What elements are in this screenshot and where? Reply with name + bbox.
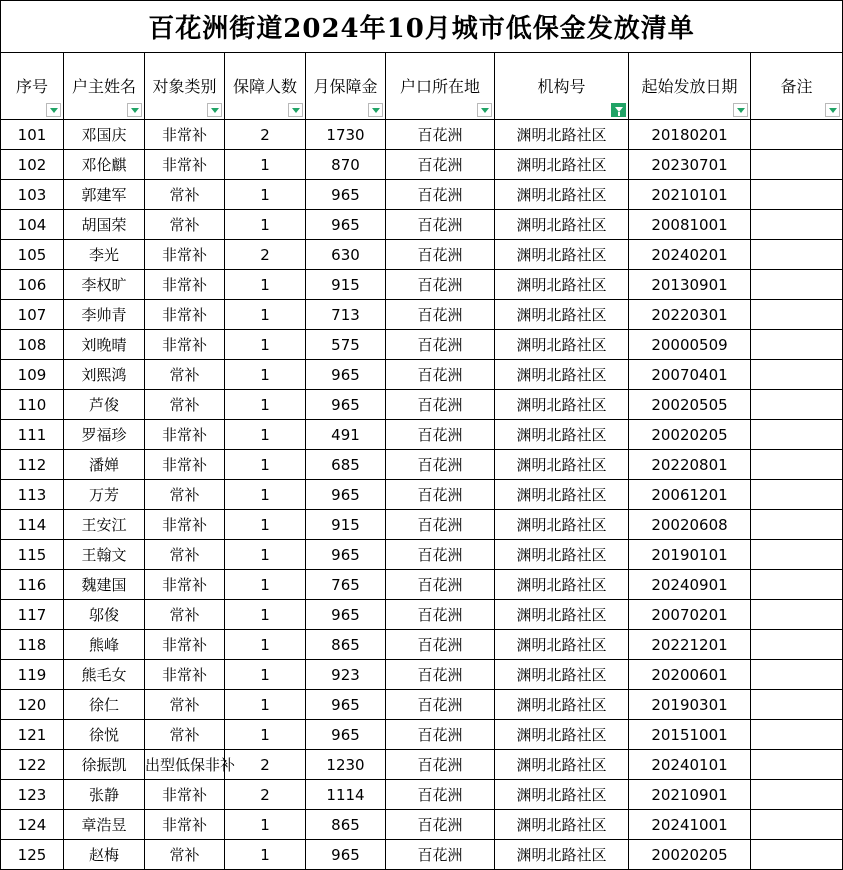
cell-name[interactable]: 潘婵 [64, 450, 145, 480]
cell-category[interactable]: 非常补 [145, 510, 225, 540]
chevron-down-icon [372, 108, 380, 113]
filter-dropdown-icon[interactable] [288, 103, 303, 117]
cell-start-date[interactable]: 20020205 [629, 840, 751, 870]
cell-remarks[interactable] [751, 690, 843, 720]
cell-location[interactable]: 百花洲 [386, 300, 495, 330]
cell-institution[interactable]: 渊明北路社区 [495, 780, 629, 810]
cell-category[interactable]: 常补 [145, 480, 225, 510]
cell-persons[interactable]: 1 [225, 330, 306, 360]
cell-persons[interactable]: 1 [225, 300, 306, 330]
cell-remarks[interactable] [751, 120, 843, 150]
table-row [1, 300, 843, 330]
cell-seq[interactable]: 122 [1, 750, 64, 780]
cell-amount[interactable]: 965 [306, 840, 386, 870]
cell-seq[interactable]: 123 [1, 780, 64, 810]
cell-institution[interactable]: 渊明北路社区 [495, 240, 629, 270]
cell-category[interactable]: 非常补 [145, 420, 225, 450]
chevron-down-icon [481, 108, 489, 113]
table-row [1, 270, 843, 300]
cell-amount[interactable]: 865 [306, 810, 386, 840]
cell-seq[interactable]: 117 [1, 600, 64, 630]
cell-name[interactable]: 万芳 [64, 480, 145, 510]
header-label: 户口所在地 [399, 76, 480, 96]
filter-active-icon[interactable] [611, 103, 626, 117]
cell-remarks[interactable] [751, 150, 843, 180]
filter-dropdown-icon[interactable] [825, 103, 840, 117]
cell-institution[interactable]: 渊明北路社区 [495, 630, 629, 660]
cell-category[interactable]: 非常补 [145, 450, 225, 480]
cell-category[interactable]: 非常补 [145, 240, 225, 270]
cell-name[interactable]: 邓伦麒 [64, 150, 145, 180]
table-row [1, 720, 843, 750]
cell-start-date[interactable]: 20020505 [629, 390, 751, 420]
cell-start-date[interactable]: 20240901 [629, 570, 751, 600]
cell-start-date[interactable]: 20190301 [629, 690, 751, 720]
table-row [1, 690, 843, 720]
cell-amount[interactable]: 870 [306, 150, 386, 180]
filter-dropdown-icon[interactable] [733, 103, 748, 117]
cell-category[interactable]: 常补 [145, 540, 225, 570]
cell-location[interactable]: 百花洲 [386, 750, 495, 780]
header-label: 机构号 [537, 76, 586, 96]
cell-category[interactable]: 常补 [145, 360, 225, 390]
cell-category[interactable]: 常补 [145, 720, 225, 750]
cell-name[interactable]: 罗福珍 [64, 420, 145, 450]
cell-seq[interactable]: 109 [1, 360, 64, 390]
cell-start-date[interactable]: 20210101 [629, 180, 751, 210]
cell-location[interactable]: 百花洲 [386, 510, 495, 540]
title-row [1, 1, 843, 53]
cell-location[interactable]: 百花洲 [386, 780, 495, 810]
cell-category[interactable]: 非常补 [145, 630, 225, 660]
cell-start-date[interactable]: 20220301 [629, 300, 751, 330]
header-label: 户主姓名 [71, 76, 136, 96]
cell-amount[interactable]: 915 [306, 510, 386, 540]
cell-seq[interactable]: 116 [1, 570, 64, 600]
header-label: 序号 [15, 76, 48, 96]
cell-persons[interactable]: 2 [225, 780, 306, 810]
cell-category[interactable]: 非常补 [145, 300, 225, 330]
table-row [1, 120, 843, 150]
cell-start-date[interactable]: 20241001 [629, 810, 751, 840]
cell-institution[interactable]: 渊明北路社区 [495, 540, 629, 570]
cell-seq[interactable]: 120 [1, 690, 64, 720]
cell-amount[interactable]: 965 [306, 540, 386, 570]
cell-name[interactable]: 熊毛女 [64, 660, 145, 690]
cell-institution[interactable]: 渊明北路社区 [495, 510, 629, 540]
cell-institution[interactable]: 渊明北路社区 [495, 300, 629, 330]
filter-dropdown-icon[interactable] [46, 103, 61, 117]
cell-remarks[interactable] [751, 360, 843, 390]
cell-amount[interactable]: 965 [306, 690, 386, 720]
cell-institution[interactable]: 渊明北路社区 [495, 810, 629, 840]
cell-category[interactable]: 非常补 [145, 120, 225, 150]
cell-institution[interactable]: 渊明北路社区 [495, 660, 629, 690]
cell-name[interactable]: 王翰文 [64, 540, 145, 570]
cell-location[interactable]: 百花洲 [386, 270, 495, 300]
cell-start-date[interactable]: 20240201 [629, 240, 751, 270]
cell-remarks[interactable] [751, 240, 843, 270]
cell-remarks[interactable] [751, 300, 843, 330]
cell-remarks[interactable] [751, 540, 843, 570]
table-row [1, 240, 843, 270]
cell-seq[interactable]: 111 [1, 420, 64, 450]
cell-location[interactable]: 百花洲 [386, 600, 495, 630]
cell-category[interactable]: 非常补 [145, 780, 225, 810]
cell-category[interactable]: 非常补 [145, 330, 225, 360]
cell-start-date[interactable]: 20210901 [629, 780, 751, 810]
table-row [1, 510, 843, 540]
cell-start-date[interactable]: 20151001 [629, 720, 751, 750]
cell-seq[interactable]: 124 [1, 810, 64, 840]
cell-seq[interactable]: 106 [1, 270, 64, 300]
cell-persons[interactable]: 1 [225, 360, 306, 390]
cell-remarks[interactable] [751, 840, 843, 870]
cell-location[interactable]: 百花洲 [386, 240, 495, 270]
filter-dropdown-icon[interactable] [127, 103, 142, 117]
table-row [1, 780, 843, 810]
table-row [1, 420, 843, 450]
cell-category[interactable]: 常补 [145, 390, 225, 420]
table-row [1, 600, 843, 630]
cell-persons[interactable]: 2 [225, 120, 306, 150]
header-row [1, 53, 843, 120]
cell-remarks[interactable] [751, 420, 843, 450]
chevron-down-icon [131, 108, 139, 113]
chevron-down-icon [737, 108, 745, 113]
cell-institution[interactable]: 渊明北路社区 [495, 360, 629, 390]
cell-institution[interactable]: 渊明北路社区 [495, 450, 629, 480]
cell-name[interactable]: 徐振凯 [64, 750, 145, 780]
table-row [1, 750, 843, 780]
cell-seq[interactable]: 113 [1, 480, 64, 510]
cell-remarks[interactable] [751, 720, 843, 750]
cell-seq[interactable]: 118 [1, 630, 64, 660]
cell-start-date[interactable]: 20180201 [629, 120, 751, 150]
cell-location[interactable]: 百花洲 [386, 450, 495, 480]
cell-persons[interactable]: 1 [225, 210, 306, 240]
cell-location[interactable]: 百花洲 [386, 630, 495, 660]
chevron-down-icon [829, 108, 837, 113]
cell-category[interactable]: 常补 [145, 210, 225, 240]
cell-institution[interactable]: 渊明北路社区 [495, 720, 629, 750]
table-row [1, 480, 843, 510]
cell-remarks[interactable] [751, 600, 843, 630]
cell-amount[interactable]: 965 [306, 480, 386, 510]
cell-remarks[interactable] [751, 210, 843, 240]
cell-remarks[interactable] [751, 450, 843, 480]
cell-remarks[interactable] [751, 810, 843, 840]
table-row [1, 570, 843, 600]
cell-institution[interactable]: 渊明北路社区 [495, 120, 629, 150]
cell-institution[interactable]: 渊明北路社区 [495, 270, 629, 300]
cell-start-date[interactable]: 20130901 [629, 270, 751, 300]
cell-location[interactable]: 百花洲 [386, 480, 495, 510]
cell-persons[interactable]: 2 [225, 750, 306, 780]
cell-category[interactable]: 常补 [145, 180, 225, 210]
header-label: 对象类别 [152, 76, 217, 96]
cell-persons[interactable]: 1 [225, 690, 306, 720]
cell-start-date[interactable]: 20200601 [629, 660, 751, 690]
cell-persons[interactable]: 1 [225, 660, 306, 690]
cell-persons[interactable]: 1 [225, 840, 306, 870]
cell-seq[interactable]: 105 [1, 240, 64, 270]
cell-category[interactable]: 非常补 [145, 150, 225, 180]
table-row [1, 810, 843, 840]
table-row [1, 540, 843, 570]
table-row [1, 180, 843, 210]
table-row [1, 210, 843, 240]
header-label: 保障人数 [232, 76, 297, 96]
table-row [1, 660, 843, 690]
cell-location[interactable]: 百花洲 [386, 150, 495, 180]
chevron-down-icon [211, 108, 219, 113]
header-seq[interactable] [1, 53, 64, 120]
cell-start-date[interactable]: 20220801 [629, 450, 751, 480]
cell-category[interactable]: 常补 [145, 690, 225, 720]
filter-dropdown-icon[interactable] [477, 103, 492, 117]
cell-location[interactable]: 百花洲 [386, 330, 495, 360]
table-row [1, 840, 843, 870]
cell-seq[interactable]: 110 [1, 390, 64, 420]
cell-remarks[interactable] [751, 630, 843, 660]
cell-seq[interactable]: 102 [1, 150, 64, 180]
cell-seq[interactable]: 119 [1, 660, 64, 690]
cell-institution[interactable]: 渊明北路社区 [495, 480, 629, 510]
cell-institution[interactable]: 渊明北路社区 [495, 330, 629, 360]
cell-remarks[interactable] [751, 750, 843, 780]
cell-amount[interactable]: 1114 [306, 780, 386, 810]
header-householder-name[interactable] [64, 53, 145, 120]
cell-seq[interactable]: 108 [1, 330, 64, 360]
cell-seq[interactable]: 104 [1, 210, 64, 240]
cell-persons[interactable]: 1 [225, 540, 306, 570]
cell-remarks[interactable] [751, 330, 843, 360]
cell-start-date[interactable]: 20061201 [629, 480, 751, 510]
cell-institution[interactable]: 渊明北路社区 [495, 570, 629, 600]
cell-amount[interactable]: 965 [306, 600, 386, 630]
cell-persons[interactable]: 1 [225, 420, 306, 450]
cell-location[interactable]: 百花洲 [386, 720, 495, 750]
cell-location[interactable]: 百花洲 [386, 360, 495, 390]
table-row [1, 450, 843, 480]
cell-location[interactable]: 百花洲 [386, 660, 495, 690]
cell-name[interactable]: 刘晚晴 [64, 330, 145, 360]
header-remarks[interactable] [751, 53, 843, 120]
cell-name[interactable]: 徐仁 [64, 690, 145, 720]
cell-seq[interactable]: 107 [1, 300, 64, 330]
cell-institution[interactable]: 渊明北路社区 [495, 750, 629, 780]
cell-seq[interactable]: 125 [1, 840, 64, 870]
cell-name[interactable]: 熊峰 [64, 630, 145, 660]
cell-amount[interactable]: 1230 [306, 750, 386, 780]
cell-location[interactable]: 百花洲 [386, 690, 495, 720]
cell-amount[interactable]: 915 [306, 270, 386, 300]
cell-amount[interactable]: 630 [306, 240, 386, 270]
cell-name[interactable]: 章浩昱 [64, 810, 145, 840]
cell-remarks[interactable] [751, 570, 843, 600]
header-covered-persons[interactable] [225, 53, 306, 120]
cell-persons[interactable]: 1 [225, 600, 306, 630]
cell-persons[interactable]: 1 [225, 720, 306, 750]
cell-name[interactable]: 王安江 [64, 510, 145, 540]
filter-dropdown-icon[interactable] [368, 103, 383, 117]
header-household-location[interactable] [386, 53, 495, 120]
cell-institution[interactable]: 渊明北路社区 [495, 390, 629, 420]
cell-institution[interactable]: 渊明北路社区 [495, 180, 629, 210]
cell-institution[interactable]: 渊明北路社区 [495, 420, 629, 450]
cell-amount[interactable]: 965 [306, 360, 386, 390]
cell-name[interactable]: 魏建国 [64, 570, 145, 600]
cell-start-date[interactable]: 20000509 [629, 330, 751, 360]
cell-category[interactable]: 非常补 [145, 570, 225, 600]
cell-institution[interactable]: 渊明北路社区 [495, 690, 629, 720]
cell-remarks[interactable] [751, 390, 843, 420]
cell-name[interactable]: 张静 [64, 780, 145, 810]
header-label: 起始发放日期 [641, 76, 738, 96]
cell-location[interactable]: 百花洲 [386, 390, 495, 420]
table-row [1, 150, 843, 180]
cell-start-date[interactable]: 20221201 [629, 630, 751, 660]
cell-start-date[interactable]: 20190101 [629, 540, 751, 570]
cell-persons[interactable]: 1 [225, 570, 306, 600]
header-institution-code[interactable] [495, 53, 629, 120]
chevron-down-icon [292, 108, 300, 113]
cell-location[interactable]: 百花洲 [386, 840, 495, 870]
cell-start-date[interactable]: 20020205 [629, 420, 751, 450]
cell-location[interactable]: 百花洲 [386, 210, 495, 240]
cell-persons[interactable]: 1 [225, 450, 306, 480]
cell-persons[interactable]: 1 [225, 390, 306, 420]
cell-persons[interactable]: 1 [225, 630, 306, 660]
cell-remarks[interactable] [751, 780, 843, 810]
cell-name[interactable]: 芦俊 [64, 390, 145, 420]
cell-persons[interactable]: 2 [225, 240, 306, 270]
cell-remarks[interactable] [751, 660, 843, 690]
table-row [1, 390, 843, 420]
table-row [1, 630, 843, 660]
cell-amount[interactable]: 965 [306, 210, 386, 240]
cell-start-date[interactable]: 20070401 [629, 360, 751, 390]
cell-start-date[interactable]: 20081001 [629, 210, 751, 240]
filter-dropdown-icon[interactable] [207, 103, 222, 117]
table-row [1, 330, 843, 360]
cell-amount[interactable]: 575 [306, 330, 386, 360]
cell-category[interactable]: 非常补 [145, 270, 225, 300]
cell-start-date[interactable]: 20020608 [629, 510, 751, 540]
cell-location[interactable]: 百花洲 [386, 420, 495, 450]
chevron-down-icon [50, 108, 58, 113]
cell-institution[interactable]: 渊明北路社区 [495, 600, 629, 630]
cell-amount[interactable]: 965 [306, 720, 386, 750]
cell-category[interactable]: 出型低保非补 [145, 750, 225, 780]
cell-remarks[interactable] [751, 270, 843, 300]
cell-category[interactable]: 非常补 [145, 810, 225, 840]
cell-institution[interactable]: 渊明北路社区 [495, 210, 629, 240]
funnel-icon [615, 107, 623, 112]
cell-category[interactable]: 常补 [145, 840, 225, 870]
cell-persons[interactable]: 1 [225, 510, 306, 540]
cell-seq[interactable]: 115 [1, 540, 64, 570]
cell-amount[interactable]: 865 [306, 630, 386, 660]
cell-amount[interactable]: 1730 [306, 120, 386, 150]
header-label: 备注 [780, 76, 813, 96]
cell-name[interactable]: 李光 [64, 240, 145, 270]
cell-name[interactable]: 赵梅 [64, 840, 145, 870]
cell-persons[interactable]: 1 [225, 150, 306, 180]
cell-name[interactable]: 徐悦 [64, 720, 145, 750]
cell-name[interactable]: 胡国荣 [64, 210, 145, 240]
cell-persons[interactable]: 1 [225, 270, 306, 300]
cell-location[interactable]: 百花洲 [386, 540, 495, 570]
cell-amount[interactable]: 923 [306, 660, 386, 690]
cell-seq[interactable]: 101 [1, 120, 64, 150]
header-label: 月保障金 [313, 76, 378, 96]
cell-amount[interactable]: 965 [306, 390, 386, 420]
cell-remarks[interactable] [751, 180, 843, 210]
cell-persons[interactable]: 1 [225, 480, 306, 510]
cell-amount[interactable]: 685 [306, 450, 386, 480]
cell-name[interactable]: 邬俊 [64, 600, 145, 630]
cell-persons[interactable]: 1 [225, 810, 306, 840]
cell-start-date[interactable]: 20070201 [629, 600, 751, 630]
cell-amount[interactable]: 491 [306, 420, 386, 450]
header-start-date[interactable] [629, 53, 751, 120]
cell-category[interactable]: 非常补 [145, 660, 225, 690]
sheet-title[interactable]: 百花洲街道2024年10月城市低保金发放清单 [1, 1, 843, 53]
cell-name[interactable]: 李权旷 [64, 270, 145, 300]
header-monthly-amount[interactable] [306, 53, 386, 120]
cell-institution[interactable]: 渊明北路社区 [495, 840, 629, 870]
cell-amount[interactable]: 965 [306, 180, 386, 210]
cell-seq[interactable]: 103 [1, 180, 64, 210]
cell-remarks[interactable] [751, 510, 843, 540]
cell-location[interactable]: 百花洲 [386, 570, 495, 600]
cell-name[interactable]: 郭建军 [64, 180, 145, 210]
cell-seq[interactable]: 121 [1, 720, 64, 750]
cell-amount[interactable]: 765 [306, 570, 386, 600]
cell-location[interactable]: 百花洲 [386, 120, 495, 150]
cell-amount[interactable]: 713 [306, 300, 386, 330]
cell-location[interactable]: 百花洲 [386, 810, 495, 840]
table-row [1, 360, 843, 390]
cell-institution[interactable]: 渊明北路社区 [495, 150, 629, 180]
cell-start-date[interactable]: 20240101 [629, 750, 751, 780]
cell-name[interactable]: 刘熙鸿 [64, 360, 145, 390]
cell-category[interactable]: 常补 [145, 600, 225, 630]
cell-seq[interactable]: 114 [1, 510, 64, 540]
cell-seq[interactable]: 112 [1, 450, 64, 480]
header-category[interactable] [145, 53, 225, 120]
cell-location[interactable]: 百花洲 [386, 180, 495, 210]
cell-remarks[interactable] [751, 480, 843, 510]
cell-name[interactable]: 李帅青 [64, 300, 145, 330]
cell-persons[interactable]: 1 [225, 180, 306, 210]
cell-name[interactable]: 邓国庆 [64, 120, 145, 150]
cell-start-date[interactable]: 20230701 [629, 150, 751, 180]
